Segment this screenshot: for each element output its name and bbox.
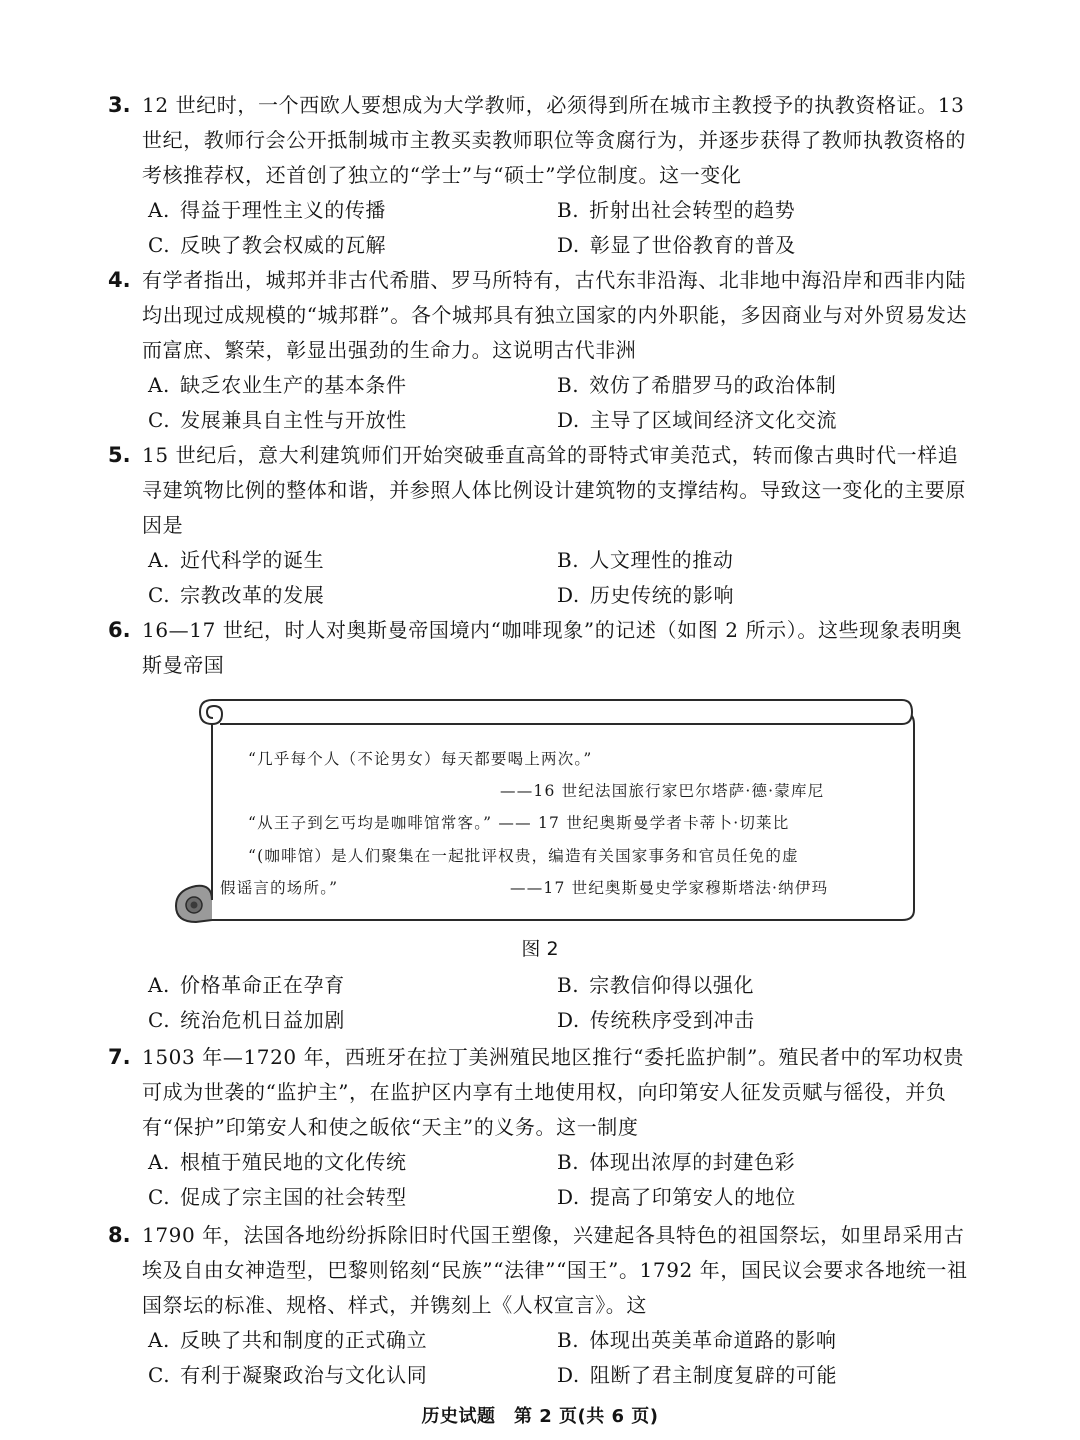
quote-line: “从王子到乞丐均是咖啡馆常客。” —— 17 世纪奥斯曼学者卡蒂卜·切莱比 bbox=[248, 814, 790, 832]
option-a: A. 得益于理性主义的传播 bbox=[148, 198, 387, 222]
option-a: A. 缺乏农业生产的基本条件 bbox=[148, 373, 407, 397]
option-a: A. 根植于殖民地的文化传统 bbox=[148, 1150, 407, 1174]
question-number: 7. bbox=[108, 1045, 131, 1069]
question-stem: 12 世纪时，一个西欧人要想成为大学教师，必须得到所在城市主教授予的执教资格证。13 世纪，教师行会公开抵制城市主教买卖教师职位等贪腐行为，并逐步获得了教师执教资格的考核推荐权，还首创了独立的“学士”与“硕士”学位制度。这一变化 bbox=[142, 93, 966, 187]
option-d: D. 阻断了君主制度复辟的可能 bbox=[557, 1363, 838, 1387]
question-stem: 15 世纪后，意大利建筑师们开始突破垂直高耸的哥特式审美范式，转而像古典时代一样追寻建筑物比例的整体和谐，并参照人体比例设计建筑物的支撑结构。导致这一变化的主要原因是 bbox=[142, 443, 966, 537]
question-number: 8. bbox=[108, 1223, 131, 1247]
option-d: D. 提高了印第安人的地位 bbox=[557, 1185, 796, 1209]
option-c: C. 促成了宗主国的社会转型 bbox=[148, 1185, 407, 1209]
option-b: B. 体现出英美革命道路的影响 bbox=[557, 1328, 837, 1352]
quote-attribution: ——16 世纪法国旅行家巴尔塔萨·德·蒙库尼 bbox=[500, 782, 825, 800]
question-stem: 有学者指出，城邦并非古代希腊、罗马所特有，古代东非沿海、北非地中海沿岸和西非内陆均出现过成规模的“城邦群”。各个城邦具有独立国家的内外职能，多因商业与对外贸易发达而富庶、繁荣，彰显出强劲的生命力。这说明古代非洲 bbox=[142, 268, 968, 362]
quote-attribution: ——17 世纪奥斯曼史学家穆斯塔法·纳伊玛 bbox=[510, 879, 829, 897]
option-d: D. 彰显了世俗教育的普及 bbox=[557, 233, 796, 257]
option-c: C. 有利于凝聚政治与文化认同 bbox=[148, 1363, 428, 1387]
option-a: A. 反映了共和制度的正式确立 bbox=[148, 1328, 428, 1352]
quote-line: “(咖啡馆）是人们聚集在一起批评权贵，编造有关国家事务和官员任免的虚 bbox=[248, 847, 799, 865]
quote-line: “几乎每个人（不论男女）每天都要喝上两次。” bbox=[248, 750, 593, 768]
option-b: B. 效仿了希腊罗马的政治体制 bbox=[557, 373, 837, 397]
option-c: C. 统治危机日益加剧 bbox=[148, 1008, 345, 1032]
page-footer: 历史试题 第 2 页(共 6 页) bbox=[421, 1406, 659, 1427]
question-stem: 16—17 世纪，时人对奥斯曼帝国境内“咖啡现象”的记述（如图 2 所示）。这些现象表明奥斯曼帝国 bbox=[142, 618, 963, 677]
option-a: A. 近代科学的诞生 bbox=[148, 548, 325, 572]
option-c: C. 宗教改革的发展 bbox=[148, 583, 325, 607]
option-c: C. 反映了教会权威的瓦解 bbox=[148, 233, 387, 257]
option-b: B. 人文理性的推动 bbox=[557, 548, 734, 572]
question-number: 3. bbox=[108, 93, 131, 117]
figure-2-scroll bbox=[160, 694, 920, 929]
option-b: B. 宗教信仰得以强化 bbox=[557, 973, 755, 997]
question-number: 5. bbox=[108, 443, 131, 467]
option-b: B. 折射出社会转型的趋势 bbox=[557, 198, 796, 222]
option-b: B. 体现出浓厚的封建色彩 bbox=[557, 1150, 796, 1174]
question-number: 4. bbox=[108, 268, 131, 292]
option-a: A. 价格革命正在孕育 bbox=[148, 973, 345, 997]
quote-line: 假谣言的场所。” bbox=[220, 879, 339, 897]
figure-caption: 图 2 bbox=[521, 938, 559, 960]
option-d: D. 传统秩序受到冲击 bbox=[557, 1008, 755, 1032]
option-c: C. 发展兼具自主性与开放性 bbox=[148, 408, 407, 432]
option-d: D. 主导了区域间经济文化交流 bbox=[557, 408, 838, 432]
option-d: D. 历史传统的影响 bbox=[557, 583, 735, 607]
question-stem: 1790 年，法国各地纷纷拆除旧时代国王塑像，兴建起各具特色的祖国祭坛，如里昂采用古埃及自由女神造型，巴黎则铭刻“民族”“法律”“国王”。1792 年，国民议会要求各地统一祖国祭坛的标准、规格、样式，并镌刻上《人权宣言》。这 bbox=[142, 1223, 968, 1317]
question-number: 6. bbox=[108, 618, 131, 642]
question-stem: 1503 年—1720 年，西班牙在拉丁美洲殖民地区推行“委托监护制”。殖民者中的军功权贵可成为世袭的“监护主”，在监护区内享有土地使用权，向印第安人征发贡赋与徭役，并负有“保护”印第安人和使之皈依“天主”的义务。这一制度 bbox=[142, 1045, 964, 1139]
